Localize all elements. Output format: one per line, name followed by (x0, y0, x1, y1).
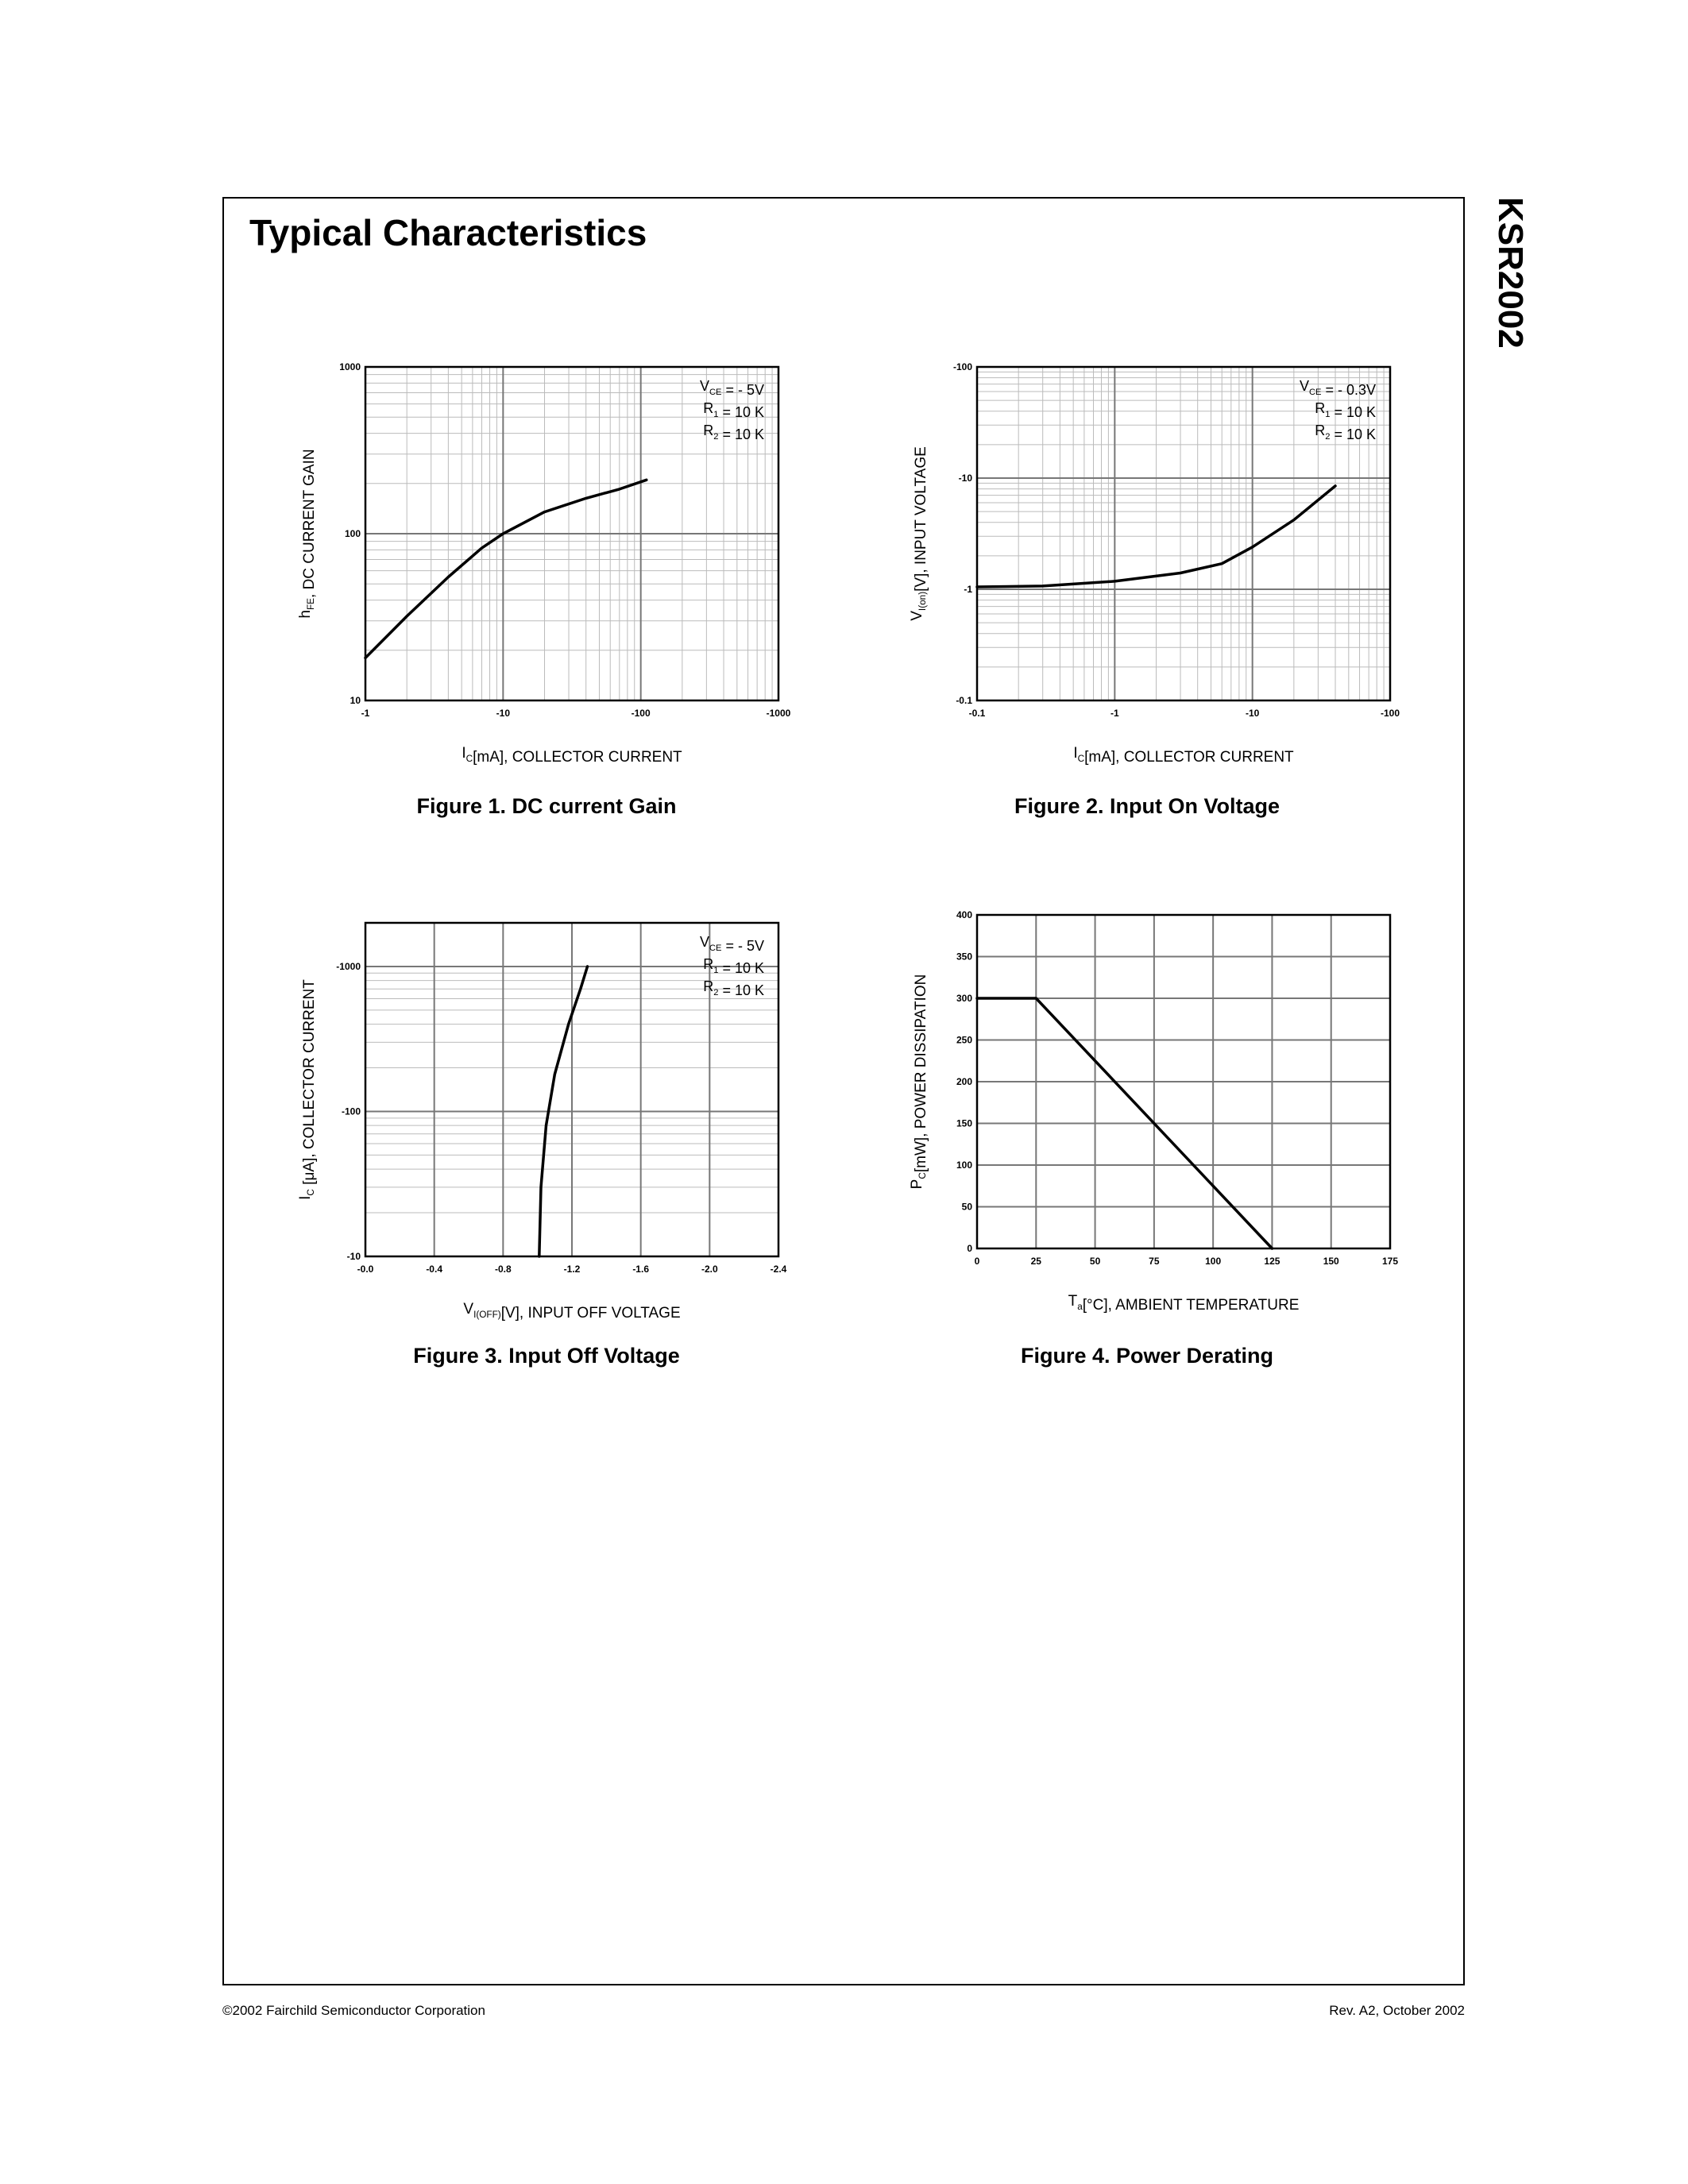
y-axis-title: $P_C[mW]$, POWER DISSIPATION (909, 974, 929, 1190)
y-tick-label: 200 (956, 1076, 972, 1087)
x-tick-label: -1 (1110, 708, 1119, 719)
x-tick-label: 0 (974, 1256, 980, 1267)
x-tick-label: 75 (1149, 1256, 1160, 1267)
chart-power-derating (882, 897, 1438, 1326)
chart-dc-current-gain (270, 349, 826, 778)
chart-input-on-voltage (882, 349, 1438, 778)
y-tick-label: -10 (346, 1251, 361, 1262)
x-tick-label: -1.2 (563, 1264, 581, 1275)
x-tick-label: -10 (496, 708, 511, 719)
y-tick-label: -1000 (336, 960, 361, 972)
chart-2-svg (882, 349, 1438, 778)
y-tick-label: -1 (964, 584, 972, 595)
x-tick-label: -0.8 (494, 1264, 512, 1275)
grid (977, 915, 1390, 1248)
figure-2-caption: Figure 2. Input On Voltage (1014, 794, 1280, 818)
x-tick-label: -1.6 (632, 1264, 650, 1275)
part-number-label (1492, 197, 1539, 380)
y-axis-title: $h_{FE}$, DC CURRENT GAIN (297, 449, 318, 619)
x-tick-label: -100 (1380, 708, 1400, 719)
y-tick-label: -0.1 (956, 695, 972, 706)
x-tick-label: -0.1 (968, 708, 986, 719)
x-tick-label: 125 (1264, 1256, 1280, 1267)
x-tick-label: -0.4 (426, 1264, 443, 1275)
page-title: Typical Characteristics (249, 212, 647, 253)
figure-3-caption: Figure 3. Input Off Voltage (413, 1344, 680, 1368)
y-tick-label: -100 (341, 1106, 361, 1117)
figure-1-caption: Figure 1. DC current Gain (416, 794, 677, 818)
x-tick-label: 100 (1205, 1256, 1222, 1267)
x-tick-label: -2.4 (770, 1264, 787, 1275)
footer-copyright: ©2002 Fairchild Semiconductor Corporation (222, 2003, 485, 2018)
x-tick-label: -10 (1245, 708, 1260, 719)
chart-1-svg (270, 349, 826, 778)
x-tick-label: -100 (631, 708, 651, 719)
part-number-text: KSR2002 (1491, 197, 1530, 349)
x-tick-label: 150 (1323, 1256, 1339, 1267)
chart-3-svg (270, 905, 826, 1334)
condition-label: $V_{CE}$ = - 5V (699, 378, 764, 398)
x-axis-title: $I_C[mA]$, COLLECTOR CURRENT (462, 745, 682, 766)
x-axis-title: $I_C[mA]$, COLLECTOR CURRENT (1073, 745, 1294, 766)
series-line (365, 480, 647, 658)
y-tick-label: 400 (956, 909, 972, 920)
y-tick-label: 100 (344, 528, 361, 539)
y-tick-label: 1000 (339, 361, 361, 372)
y-tick-label: 100 (956, 1160, 972, 1171)
x-tick-label: 25 (1030, 1256, 1041, 1267)
y-axis-title: $V_{I(on)}[V]$, INPUT VOLTAGE (909, 446, 929, 621)
x-tick-label: -1000 (766, 708, 791, 719)
figure-4-caption: Figure 4. Power Derating (1020, 1344, 1274, 1368)
x-tick-label: -1 (361, 708, 370, 719)
y-tick-label: 0 (967, 1243, 972, 1254)
y-tick-label: 350 (956, 951, 972, 963)
y-tick-label: 50 (961, 1201, 972, 1213)
x-axis-title: $V_{I(OFF)}[V]$, INPUT OFF VOLTAGE (463, 1301, 681, 1322)
condition-label: $R_2 = 10$ K (703, 423, 764, 442)
condition-label: $R_1 = 10$ K (703, 956, 764, 976)
y-axis-title: $I_C$ [μA], COLLECTOR CURRENT (297, 979, 318, 1200)
y-tick-label: 250 (956, 1034, 972, 1046)
footer-revision: Rev. A2, October 2002 (1329, 2003, 1465, 2018)
y-tick-label: 150 (956, 1117, 972, 1129)
y-tick-label: 10 (350, 695, 361, 706)
x-axis-title: $T_a[^\circ C]$, AMBIENT TEMPERATURE (1068, 1293, 1300, 1314)
y-tick-label: -10 (958, 473, 972, 484)
x-tick-label: 175 (1381, 1256, 1399, 1267)
condition-label: $R_2 = 10$ K (703, 978, 764, 998)
condition-label: $R_1 = 10$ K (1315, 400, 1376, 420)
y-tick-label: 300 (956, 993, 972, 1004)
x-tick-label: 50 (1089, 1256, 1101, 1267)
condition-label: $R_2 = 10$ K (1315, 423, 1376, 442)
chart-4-svg (882, 897, 1438, 1326)
chart-input-off-voltage (270, 905, 826, 1334)
condition-label: $V_{CE}$ = - 5V (699, 934, 764, 954)
condition-label: $R_1 = 10$ K (703, 400, 764, 420)
x-tick-label: -2.0 (701, 1264, 718, 1275)
y-tick-label: -100 (952, 361, 972, 372)
condition-label: $V_{CE}$ = - 0.3V (1299, 378, 1376, 398)
x-tick-label: -0.0 (357, 1264, 374, 1275)
